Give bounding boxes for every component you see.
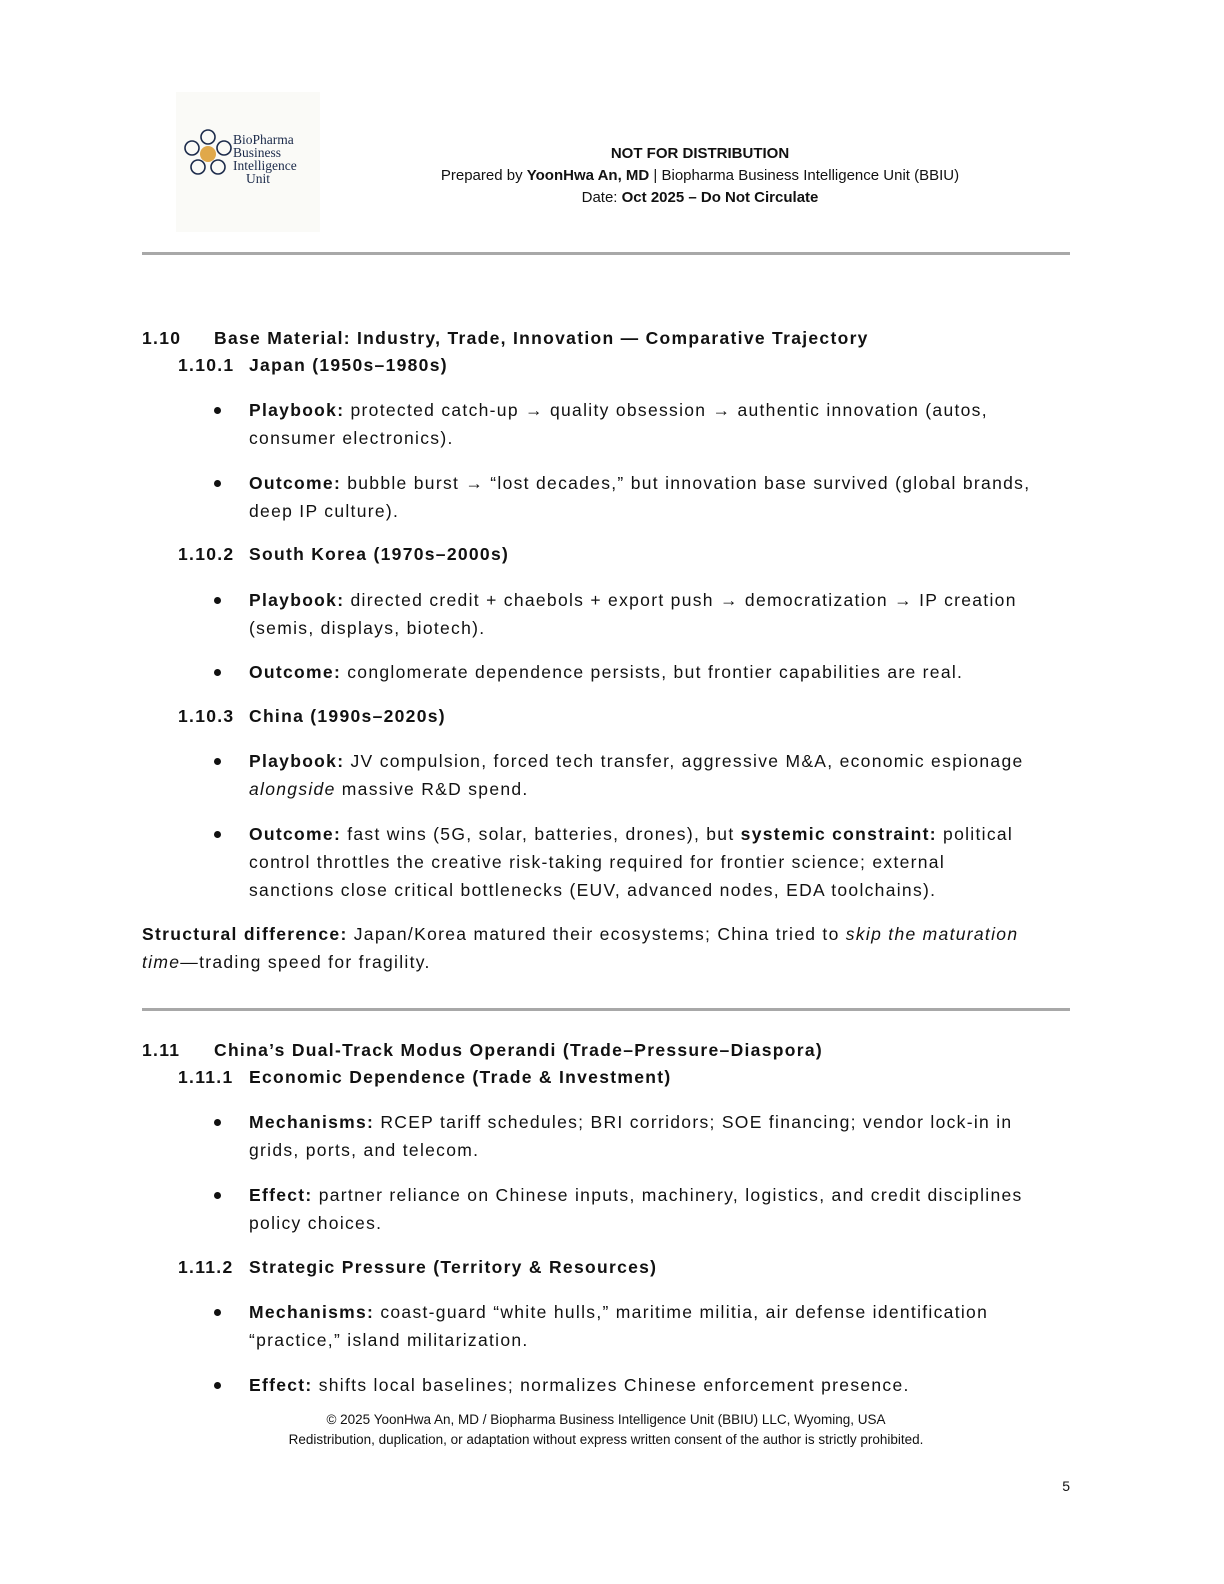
bbiu-logo-icon (182, 128, 234, 180)
bullet-icon (214, 758, 221, 765)
subsection-heading-japan: 1.10.1 Japan (1950s–1980s) (178, 355, 448, 375)
bullet-strat-mechanisms: Mechanisms: coast-guard “white hulls,” maritime militia, air defense identification “practice,” island militarization. (249, 1302, 989, 1350)
bullet-icon (214, 1309, 221, 1316)
bullet-icon (214, 1119, 221, 1126)
bullet-icon (214, 480, 221, 487)
subsection-heading-korea: 1.10.2 South Korea (1970s–2000s) (178, 544, 510, 564)
date-line: Date: Oct 2025 – Do Not Circulate (581, 189, 819, 206)
footer-copyright: © 2025 YoonHwa An, MD / Biopharma Business Intelligence Unit (BBIU) LLC, Wyoming, USA (326, 1412, 886, 1427)
bullet-japan-playbook: Playbook: protected catch-up → quality obsession → authentic innovation (autos, consumer electronics). (249, 400, 988, 448)
bullet-econ-mechanisms: Mechanisms: RCEP tariff schedules; BRI corridors; SOE financing; vendor lock-in in grids, ports, and telecom. (249, 1112, 1013, 1160)
bullet-icon (214, 831, 221, 838)
subsection-heading-economic-dependence: 1.11.1 Economic Dependence (Trade & Investment) (178, 1067, 672, 1087)
subsection-heading-china: 1.10.3 China (1990s–2020s) (178, 706, 446, 726)
distribution-notice: NOT FOR DISTRIBUTION (610, 145, 790, 162)
bullet-japan-outcome: Outcome: bubble burst → “lost decades,” but innovation base survived (global brands, deep IP culture). (249, 473, 1031, 521)
section-heading-1-11: 1.11 China’s Dual-Track Modus Operandi (Trade–Pressure–Diaspora) (142, 1040, 823, 1060)
bullet-icon (214, 669, 221, 676)
page-number: 5 (1062, 1478, 1070, 1494)
footer-disclaimer: Redistribution, duplication, or adaptation without express written consent of the author is strictly prohibited. (288, 1432, 924, 1447)
bullet-china-playbook: Playbook: JV compulsion, forced tech transfer, aggressive M&A, economic espionage alongside massive R&D spend. (249, 751, 1024, 799)
bullet-icon (214, 407, 221, 414)
bullet-icon (214, 1382, 221, 1389)
bullet-icon (214, 597, 221, 604)
logo-wordmark: BioPharma Business Intelligence Unit (233, 132, 297, 186)
bullet-strat-effect: Effect: shifts local baselines; normalizes Chinese enforcement presence. (249, 1375, 910, 1395)
bullet-korea-outcome: Outcome: conglomerate dependence persists, but frontier capabilities are real. (249, 662, 964, 682)
subsection-heading-strategic-pressure: 1.11.2 Strategic Pressure (Territory & Resources) (178, 1257, 658, 1277)
bullet-icon (214, 1192, 221, 1199)
bullet-china-outcome: Outcome: fast wins (5G, solar, batteries, drones), but systemic constraint: political control throttles the creative risk-taking required for frontier science; external sanctions close critical bottlenecks (EUV, advanced nodes, EDA toolchains). (249, 824, 1014, 900)
section-heading-1-10: 1.10 Base Material: Industry, Trade, Innovation — Comparative Trajectory (142, 328, 869, 348)
prepared-by-line: Prepared by YoonHwa An, MD | Biopharma Business Intelligence Unit (BBIU) (440, 167, 960, 184)
bullet-econ-effect: Effect: partner reliance on Chinese inputs, machinery, logistics, and credit disciplines policy choices. (249, 1185, 1023, 1233)
structural-difference-paragraph: Structural difference: Japan/Korea matured their ecosystems; China tried to skip the maturation time—trading speed for fragility. (142, 924, 1019, 972)
bullet-korea-playbook: Playbook: directed credit + chaebols + export push → democratization → IP creation (semis, displays, biotech). (249, 590, 1017, 638)
section-divider (142, 1008, 1070, 1011)
header-divider (142, 252, 1070, 255)
